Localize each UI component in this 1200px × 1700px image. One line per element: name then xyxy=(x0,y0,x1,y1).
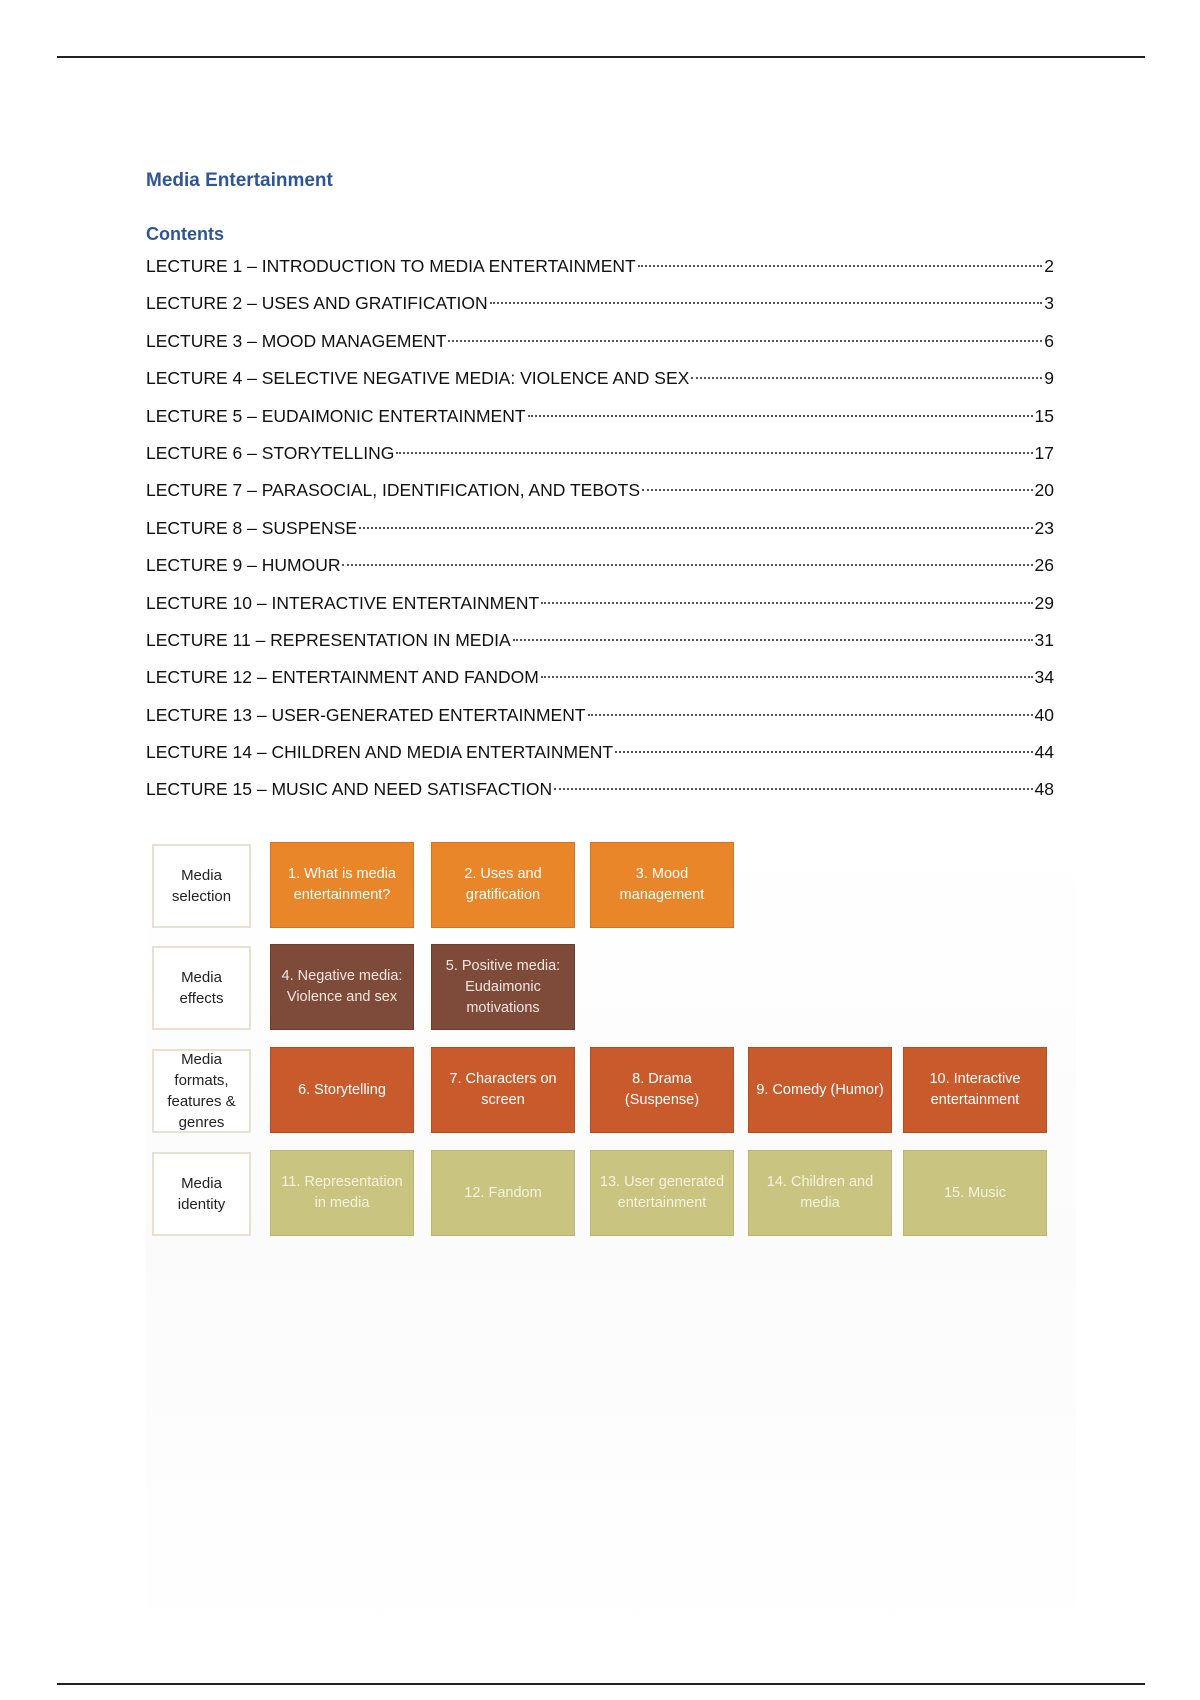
toc-entry-page: 48 xyxy=(1034,779,1054,800)
toc-dot-leader xyxy=(513,639,1033,641)
toc-entry-label: LECTURE 10 – INTERACTIVE ENTERTAINMENT xyxy=(146,592,540,613)
table-of-contents xyxy=(146,252,1054,813)
row-label-media-effects: Media effects xyxy=(152,946,251,1030)
toc-entry-label: LECTURE 7 – PARASOCIAL, IDENTIFICATION, AND TEBOTS xyxy=(146,480,640,501)
contents-heading: Contents xyxy=(146,224,224,244)
toc-dot-leader xyxy=(359,527,1032,529)
toc-dot-leader xyxy=(541,676,1033,678)
toc-entry-lecture-6[interactable] xyxy=(146,439,1054,476)
toc-entry-page: 17 xyxy=(1034,442,1054,463)
course-overview-diagram xyxy=(146,838,1076,1248)
lecture-box-14: 14. Children and media xyxy=(748,1150,892,1236)
toc-entry-label: LECTURE 1 – INTRODUCTION TO MEDIA ENTERTAINMENT xyxy=(146,256,636,276)
lecture-box-13: 13. User generated entertainment xyxy=(590,1150,734,1236)
row-label-media-formats: Media formats, features & genres xyxy=(152,1049,251,1133)
header-rule xyxy=(57,56,1145,58)
toc-dot-leader xyxy=(642,489,1033,491)
toc-entry-label: LECTURE 6 – STORYTELLING xyxy=(146,442,395,463)
toc-dot-leader xyxy=(541,602,1032,604)
toc-dot-leader xyxy=(638,265,1043,267)
toc-entry-page: 34 xyxy=(1034,667,1054,688)
lecture-box-4: 4. Negative media: Violence and sex xyxy=(270,944,414,1030)
toc-entry-label: LECTURE 14 – CHILDREN AND MEDIA ENTERTAINMENT xyxy=(146,742,614,763)
toc-entry-lecture-11[interactable] xyxy=(146,626,1054,663)
lecture-box-9: 9. Comedy (Humor) xyxy=(748,1047,892,1133)
toc-entry-lecture-4[interactable] xyxy=(146,364,1054,401)
toc-dot-leader xyxy=(615,751,1032,753)
toc-entry-lecture-1[interactable] xyxy=(146,252,1054,289)
toc-dot-leader xyxy=(691,377,1042,379)
toc-entry-lecture-8[interactable] xyxy=(146,514,1054,551)
diagram-background-fade xyxy=(146,1248,1076,1648)
toc-entry-page: 9 xyxy=(1044,368,1054,389)
toc-entry-page: 3 xyxy=(1044,293,1054,314)
lecture-box-7: 7. Characters on screen xyxy=(431,1047,575,1133)
toc-entry-page: 31 xyxy=(1034,629,1054,650)
toc-entry-page: 40 xyxy=(1034,704,1054,725)
toc-entry-label: LECTURE 2 – USES AND GRATIFICATION xyxy=(146,293,488,314)
toc-entry-lecture-14[interactable] xyxy=(146,738,1054,775)
lecture-box-10: 10. Interactive entertainment xyxy=(903,1047,1047,1133)
row-label-media-selection: Media selection xyxy=(152,844,251,928)
row-label-media-identity: Media identity xyxy=(152,1152,251,1236)
toc-entry-page: 15 xyxy=(1034,405,1054,426)
toc-entry-lecture-5[interactable] xyxy=(146,402,1054,439)
toc-entry-page: 26 xyxy=(1034,555,1054,576)
toc-entry-lecture-12[interactable] xyxy=(146,663,1054,700)
toc-entry-label: LECTURE 12 – ENTERTAINMENT AND FANDOM xyxy=(146,667,539,688)
lecture-box-5: 5. Positive media: Eudaimonic motivations xyxy=(431,944,575,1030)
toc-dot-leader xyxy=(528,415,1033,417)
lecture-box-15: 15. Music xyxy=(903,1150,1047,1236)
toc-entry-label: LECTURE 8 – SUSPENSE xyxy=(146,517,358,538)
toc-entry-page: 29 xyxy=(1034,592,1054,613)
toc-entry-label: LECTURE 11 – REPRESENTATION IN MEDIA xyxy=(146,629,511,650)
toc-entry-lecture-3[interactable] xyxy=(146,327,1054,364)
toc-entry-page: 23 xyxy=(1034,517,1054,538)
toc-entry-lecture-9[interactable] xyxy=(146,551,1054,588)
document-title: Media Entertainment xyxy=(146,170,333,191)
lecture-box-12: 12. Fandom xyxy=(431,1150,575,1236)
lecture-box-6: 6. Storytelling xyxy=(270,1047,414,1133)
toc-dot-leader xyxy=(554,788,1032,790)
toc-entry-page: 2 xyxy=(1044,256,1054,276)
toc-dot-leader xyxy=(396,452,1032,454)
toc-entry-lecture-2[interactable] xyxy=(146,289,1054,326)
lecture-box-8: 8. Drama (Suspense) xyxy=(590,1047,734,1133)
toc-entry-label: LECTURE 9 – HUMOUR xyxy=(146,555,341,576)
lecture-box-3: 3. Mood management xyxy=(590,842,734,928)
toc-dot-leader xyxy=(448,340,1042,342)
toc-entry-lecture-10[interactable] xyxy=(146,589,1054,626)
toc-dot-leader xyxy=(588,714,1033,716)
toc-entry-page: 44 xyxy=(1034,742,1054,763)
toc-entry-label: LECTURE 5 – EUDAIMONIC ENTERTAINMENT xyxy=(146,405,526,426)
footer-rule xyxy=(57,1683,1145,1685)
toc-entry-label: LECTURE 3 – MOOD MANAGEMENT xyxy=(146,330,447,351)
toc-entry-lecture-13[interactable] xyxy=(146,701,1054,738)
toc-entry-lecture-7[interactable] xyxy=(146,476,1054,513)
lecture-box-2: 2. Uses and gratification xyxy=(431,842,575,928)
lecture-box-1: 1. What is media entertainment? xyxy=(270,842,414,928)
toc-dot-leader xyxy=(342,564,1032,566)
toc-entry-label: LECTURE 13 – USER-GENERATED ENTERTAINMENT xyxy=(146,704,586,725)
toc-entry-page: 6 xyxy=(1044,330,1054,351)
toc-entry-page: 20 xyxy=(1034,480,1054,501)
toc-dot-leader xyxy=(490,302,1043,304)
toc-entry-label: LECTURE 15 – MUSIC AND NEED SATISFACTION xyxy=(146,779,553,800)
lecture-box-11: 11. Representation in media xyxy=(270,1150,414,1236)
toc-entry-label: LECTURE 4 – SELECTIVE NEGATIVE MEDIA: VIOLENCE AND SEX xyxy=(146,368,690,389)
toc-entry-lecture-15[interactable] xyxy=(146,775,1054,812)
